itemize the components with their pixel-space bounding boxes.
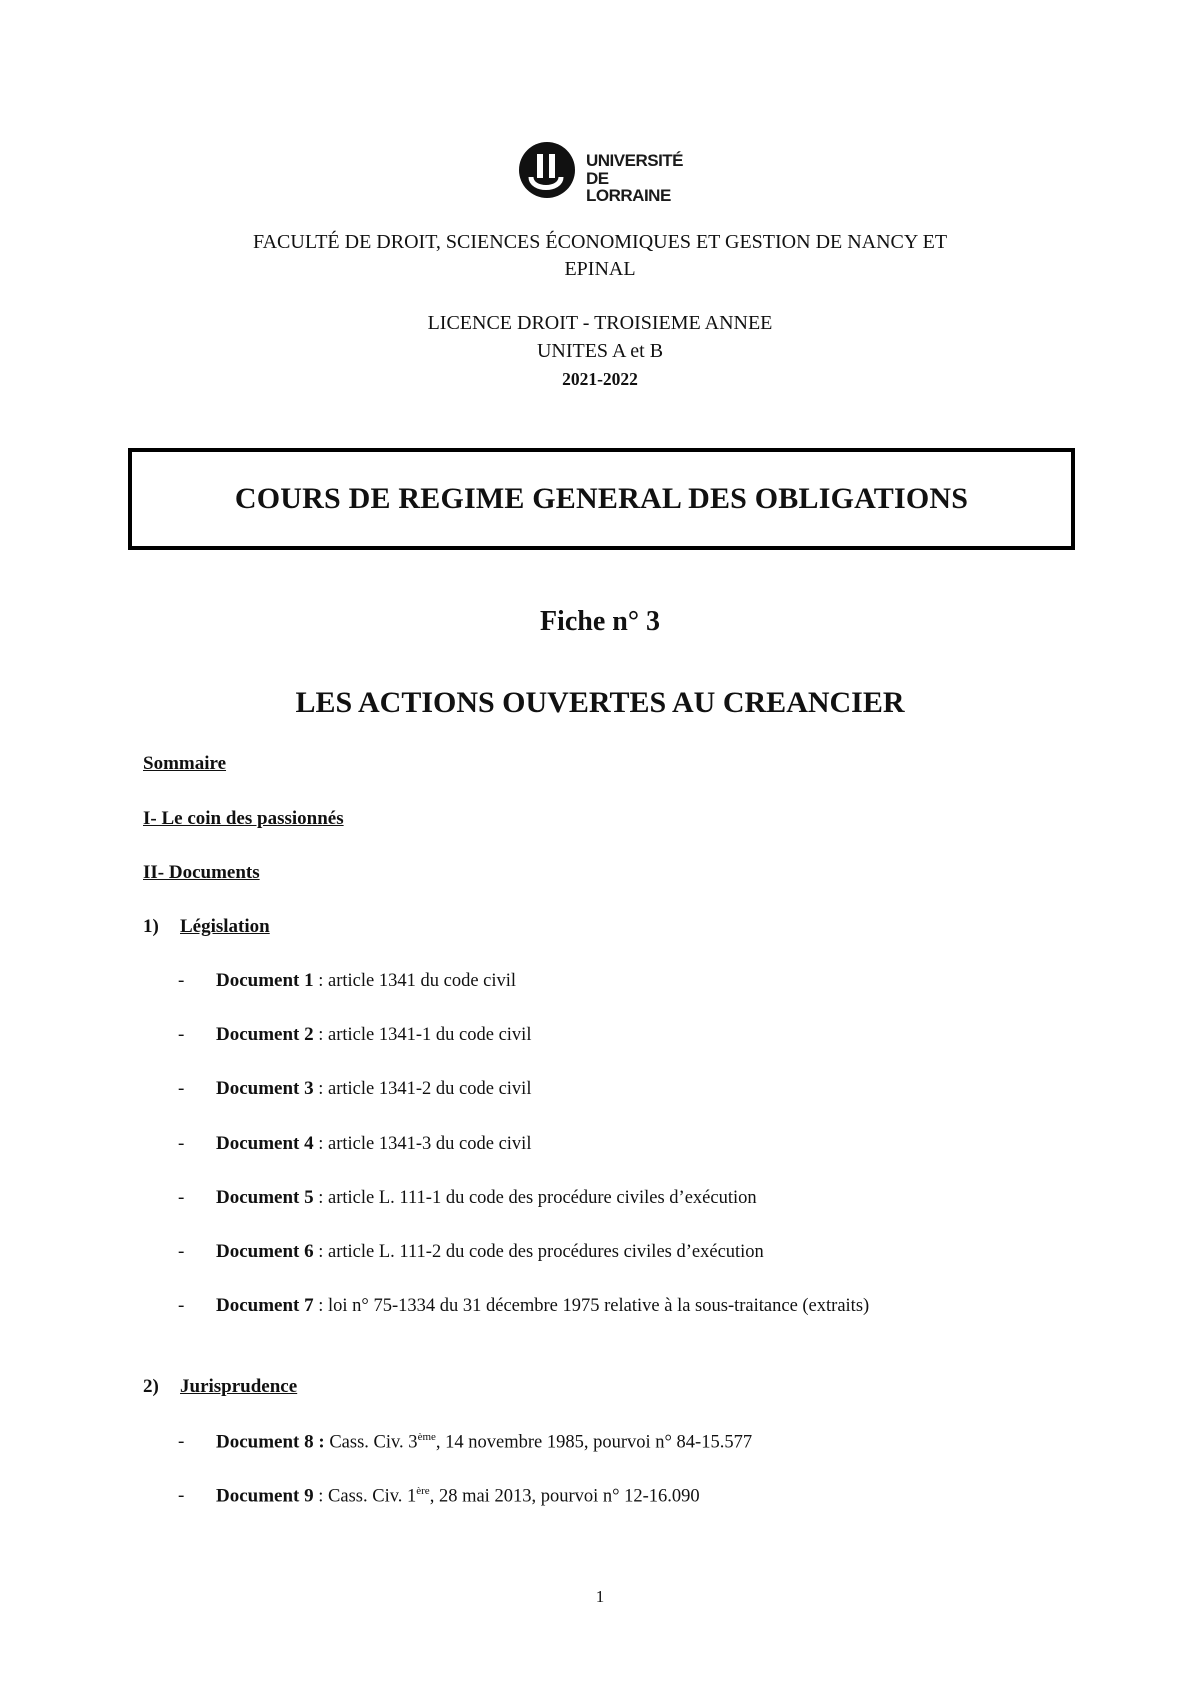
section-documents: II- Documents bbox=[143, 862, 260, 883]
document-label: Document 9 bbox=[216, 1485, 314, 1507]
document-label: Document 7 bbox=[216, 1295, 314, 1316]
course-title: COURS DE REGIME GENERAL DES OBLIGATIONS bbox=[234, 482, 969, 515]
document-item bbox=[178, 1485, 700, 1507]
separator: : bbox=[313, 1296, 329, 1316]
academic-year: 2021-2022 bbox=[562, 369, 638, 389]
document-description: : Cass. Civ. 1 bbox=[313, 1486, 417, 1507]
list-dash: - bbox=[178, 970, 185, 991]
universite-de-lorraine-logo-icon bbox=[518, 141, 576, 199]
document-item bbox=[178, 1133, 531, 1155]
ordinal-superscript: ère bbox=[416, 1485, 430, 1497]
faculty-line-1: FACULTÉ DE DROIT, SCIENCES ÉCONOMIQUES ET GESTION DE NANCY ET bbox=[252, 231, 948, 253]
document-description: article 1341-3 du code civil bbox=[328, 1134, 532, 1154]
document-description: Cass. Civ. 3 bbox=[324, 1432, 418, 1453]
document-label: Document 8 : bbox=[216, 1431, 325, 1453]
separator: : bbox=[313, 1079, 329, 1099]
legislation-number: 1) bbox=[143, 916, 159, 937]
separator: : bbox=[313, 1242, 329, 1262]
document-description-rest: , 14 novembre 1985, pourvoi n° 84-15.577 bbox=[435, 1432, 753, 1453]
document-description: article 1341-1 du code civil bbox=[328, 1025, 532, 1045]
faculty-line-2: EPINAL bbox=[564, 258, 636, 280]
licence-line: LICENCE DROIT - TROISIEME ANNEE bbox=[427, 312, 773, 334]
legislation-label: Législation bbox=[180, 916, 270, 937]
course-title-box bbox=[128, 448, 1075, 550]
fiche-number: Fiche n° 3 bbox=[539, 606, 661, 637]
list-dash: - bbox=[178, 1078, 185, 1099]
document-item bbox=[178, 1024, 531, 1046]
list-dash: - bbox=[178, 1485, 185, 1507]
separator: : bbox=[313, 1134, 329, 1154]
document-label: Document 5 bbox=[216, 1187, 314, 1208]
list-dash: - bbox=[178, 1187, 185, 1208]
document-description: article 1341 du code civil bbox=[328, 971, 517, 991]
document-item bbox=[178, 1241, 764, 1263]
list-dash: - bbox=[178, 1295, 185, 1316]
jurisprudence-label: Jurisprudence bbox=[180, 1376, 298, 1397]
page-number: 1 bbox=[595, 1587, 605, 1606]
document-label: Document 1 bbox=[216, 970, 314, 991]
separator: : bbox=[313, 971, 329, 991]
document-description: article L. 111-1 du code des procédure civiles d’exécution bbox=[328, 1188, 757, 1208]
document-item bbox=[178, 970, 516, 992]
jurisprudence-number: 2) bbox=[143, 1376, 159, 1397]
list-dash: - bbox=[178, 1431, 185, 1453]
sommaire-heading: Sommaire bbox=[143, 753, 227, 774]
section-coin-des-passionnes: I- Le coin des passionnés bbox=[143, 808, 344, 829]
logo-line-2: DE LORRAINE bbox=[586, 169, 671, 205]
document-description: article 1341-2 du code civil bbox=[328, 1079, 532, 1099]
fiche-theme: LES ACTIONS OUVERTES AU CREANCIER bbox=[295, 686, 905, 719]
document-description-rest: , 28 mai 2013, pourvoi n° 12-16.090 bbox=[429, 1486, 700, 1507]
document-label: Document 4 bbox=[216, 1133, 314, 1154]
document-label: Document 3 bbox=[216, 1078, 314, 1099]
list-dash: - bbox=[178, 1241, 185, 1262]
separator: : bbox=[313, 1025, 329, 1045]
document-description: article L. 111-2 du code des procédures civiles d’exécution bbox=[328, 1242, 764, 1262]
document-item bbox=[178, 1295, 869, 1317]
document-item bbox=[178, 1431, 752, 1453]
list-dash: - bbox=[178, 1024, 185, 1045]
document-label: Document 6 bbox=[216, 1241, 314, 1262]
logo-line-1: UNIVERSITÉ bbox=[586, 151, 684, 170]
university-logo bbox=[518, 141, 690, 203]
ordinal-superscript: ème bbox=[417, 1431, 436, 1443]
document-item bbox=[178, 1187, 757, 1209]
separator: : bbox=[313, 1188, 329, 1208]
document-description: loi n° 75-1334 du 31 décembre 1975 relative à la sous-traitance (extraits) bbox=[328, 1296, 870, 1316]
legislation-heading bbox=[143, 916, 270, 938]
list-dash: - bbox=[178, 1133, 185, 1154]
document-item bbox=[178, 1078, 531, 1100]
document-label: Document 2 bbox=[216, 1024, 314, 1045]
unites-line: UNITES A et B bbox=[536, 340, 664, 362]
jurisprudence-heading bbox=[143, 1376, 297, 1398]
